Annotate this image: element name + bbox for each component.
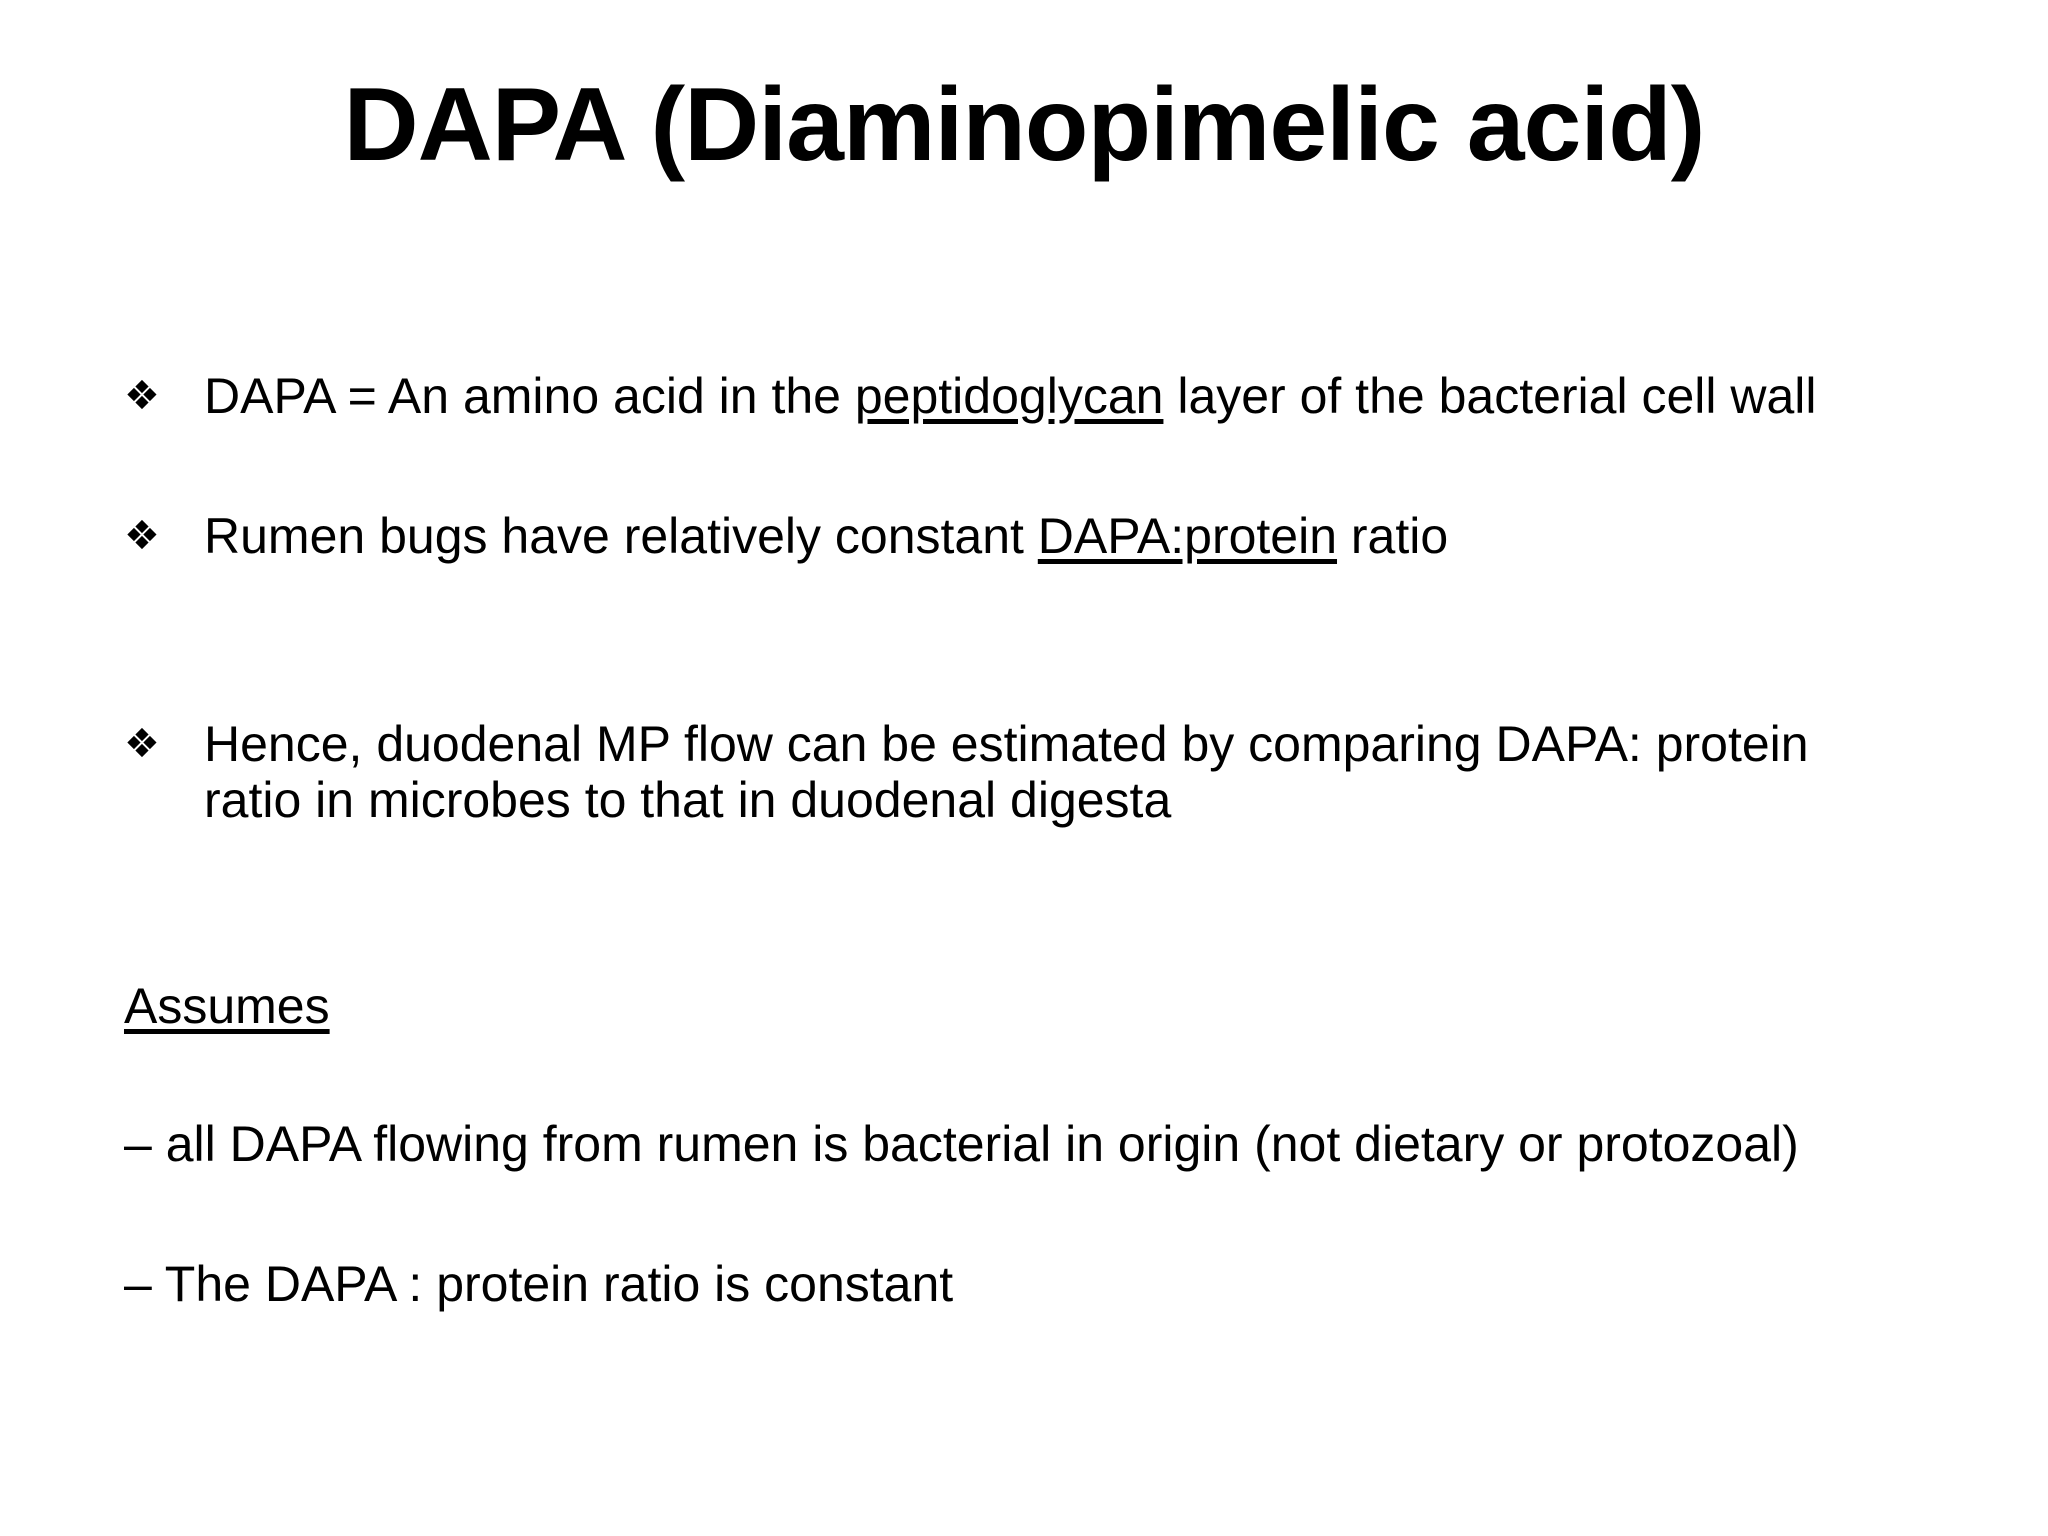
bullet-text-line-1: Hence, duodenal MP flow can be estimated by comparing DAPA: protein (204, 716, 1809, 772)
bullet-text-line-2: ratio in microbes to that in duodenal digesta (204, 772, 1172, 828)
bullet-text-after: layer of the bacterial cell wall (1163, 368, 1817, 424)
underlined-term: peptidoglycan (854, 368, 1164, 424)
bullet-text-before: Rumen bugs have relatively constant (204, 508, 1038, 564)
diamond-bullet-icon: ❖ (124, 722, 160, 766)
bullet-text (204, 368, 2004, 424)
bullet-text (204, 508, 2004, 564)
diamond-bullet-icon: ❖ (124, 514, 160, 558)
assumes-heading: Assumes (124, 978, 330, 1034)
slide-title: DAPA (Diaminopimelic acid) (343, 67, 1705, 183)
diamond-bullet-icon: ❖ (124, 374, 160, 418)
assumption-item: – The DAPA : protein ratio is constant (124, 1256, 954, 1312)
underlined-term: DAPA:protein (1037, 508, 1338, 564)
bullet-text-after: ratio (1337, 508, 1449, 564)
assumption-item: – all DAPA flowing from rumen is bacterial in origin (not dietary or protozoal) (124, 1116, 1799, 1172)
bullet-text (204, 716, 2004, 828)
bullet-text-before: DAPA = An amino acid in the (204, 368, 855, 424)
